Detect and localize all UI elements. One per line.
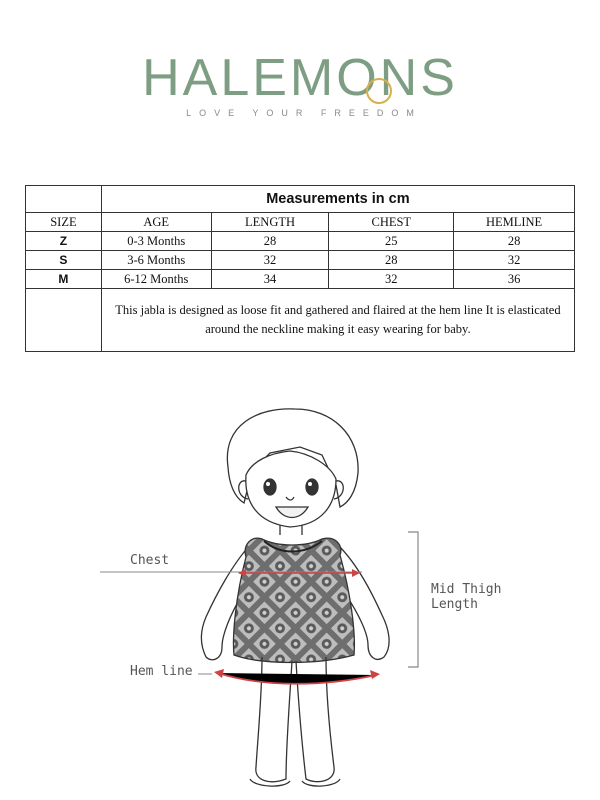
header-size: SIZE — [26, 213, 102, 232]
table-header-row — [26, 213, 575, 232]
chest-cell: 28 — [329, 251, 454, 270]
chest-cell: 25 — [329, 232, 454, 251]
header-length: LENGTH — [211, 213, 329, 232]
age-cell: 0-3 Months — [101, 232, 211, 251]
hem-line-label: Hem line — [130, 664, 193, 679]
length-label-line1: Mid Thigh — [431, 582, 502, 597]
size-cell: M — [26, 270, 102, 289]
length-cell: 32 — [211, 251, 329, 270]
header-chest: CHEST — [329, 213, 454, 232]
measurement-table — [25, 185, 575, 352]
brand-name: HALEMONS — [142, 49, 458, 107]
table-title: Measurements in cm — [101, 186, 574, 213]
age-cell: 6-12 Months — [101, 270, 211, 289]
note-empty-cell — [26, 289, 102, 352]
table-row — [26, 251, 575, 270]
chest-label: Chest — [130, 553, 170, 568]
header-hemline: HEMLINE — [454, 213, 575, 232]
table-note: This jabla is designed as loose fit and gathered and flaired at the hem line It is elasticated around the neckline making it easy wearing for baby. — [101, 289, 574, 352]
hemline-cell: 28 — [454, 232, 575, 251]
age-cell: 3-6 Months — [101, 251, 211, 270]
table-title-row — [26, 186, 575, 213]
hemline-cell: 36 — [454, 270, 575, 289]
size-cell: Z — [26, 232, 102, 251]
table-corner-cell — [26, 186, 102, 213]
length-label-line2: Length — [431, 597, 478, 612]
length-cell: 34 — [211, 270, 329, 289]
length-cell: 28 — [211, 232, 329, 251]
logo-ring-icon — [366, 78, 392, 104]
table-row — [26, 270, 575, 289]
measurement-illustration — [0, 395, 600, 800]
table-row — [26, 232, 575, 251]
brand-logo — [0, 49, 600, 118]
child-figure — [202, 409, 390, 786]
chest-cell: 32 — [329, 270, 454, 289]
table-note-row — [26, 289, 575, 352]
hemline-cell: 32 — [454, 251, 575, 270]
brand-tagline: LOVE YOUR FREEDOM — [186, 108, 422, 118]
size-cell: S — [26, 251, 102, 270]
header-age: AGE — [101, 213, 211, 232]
